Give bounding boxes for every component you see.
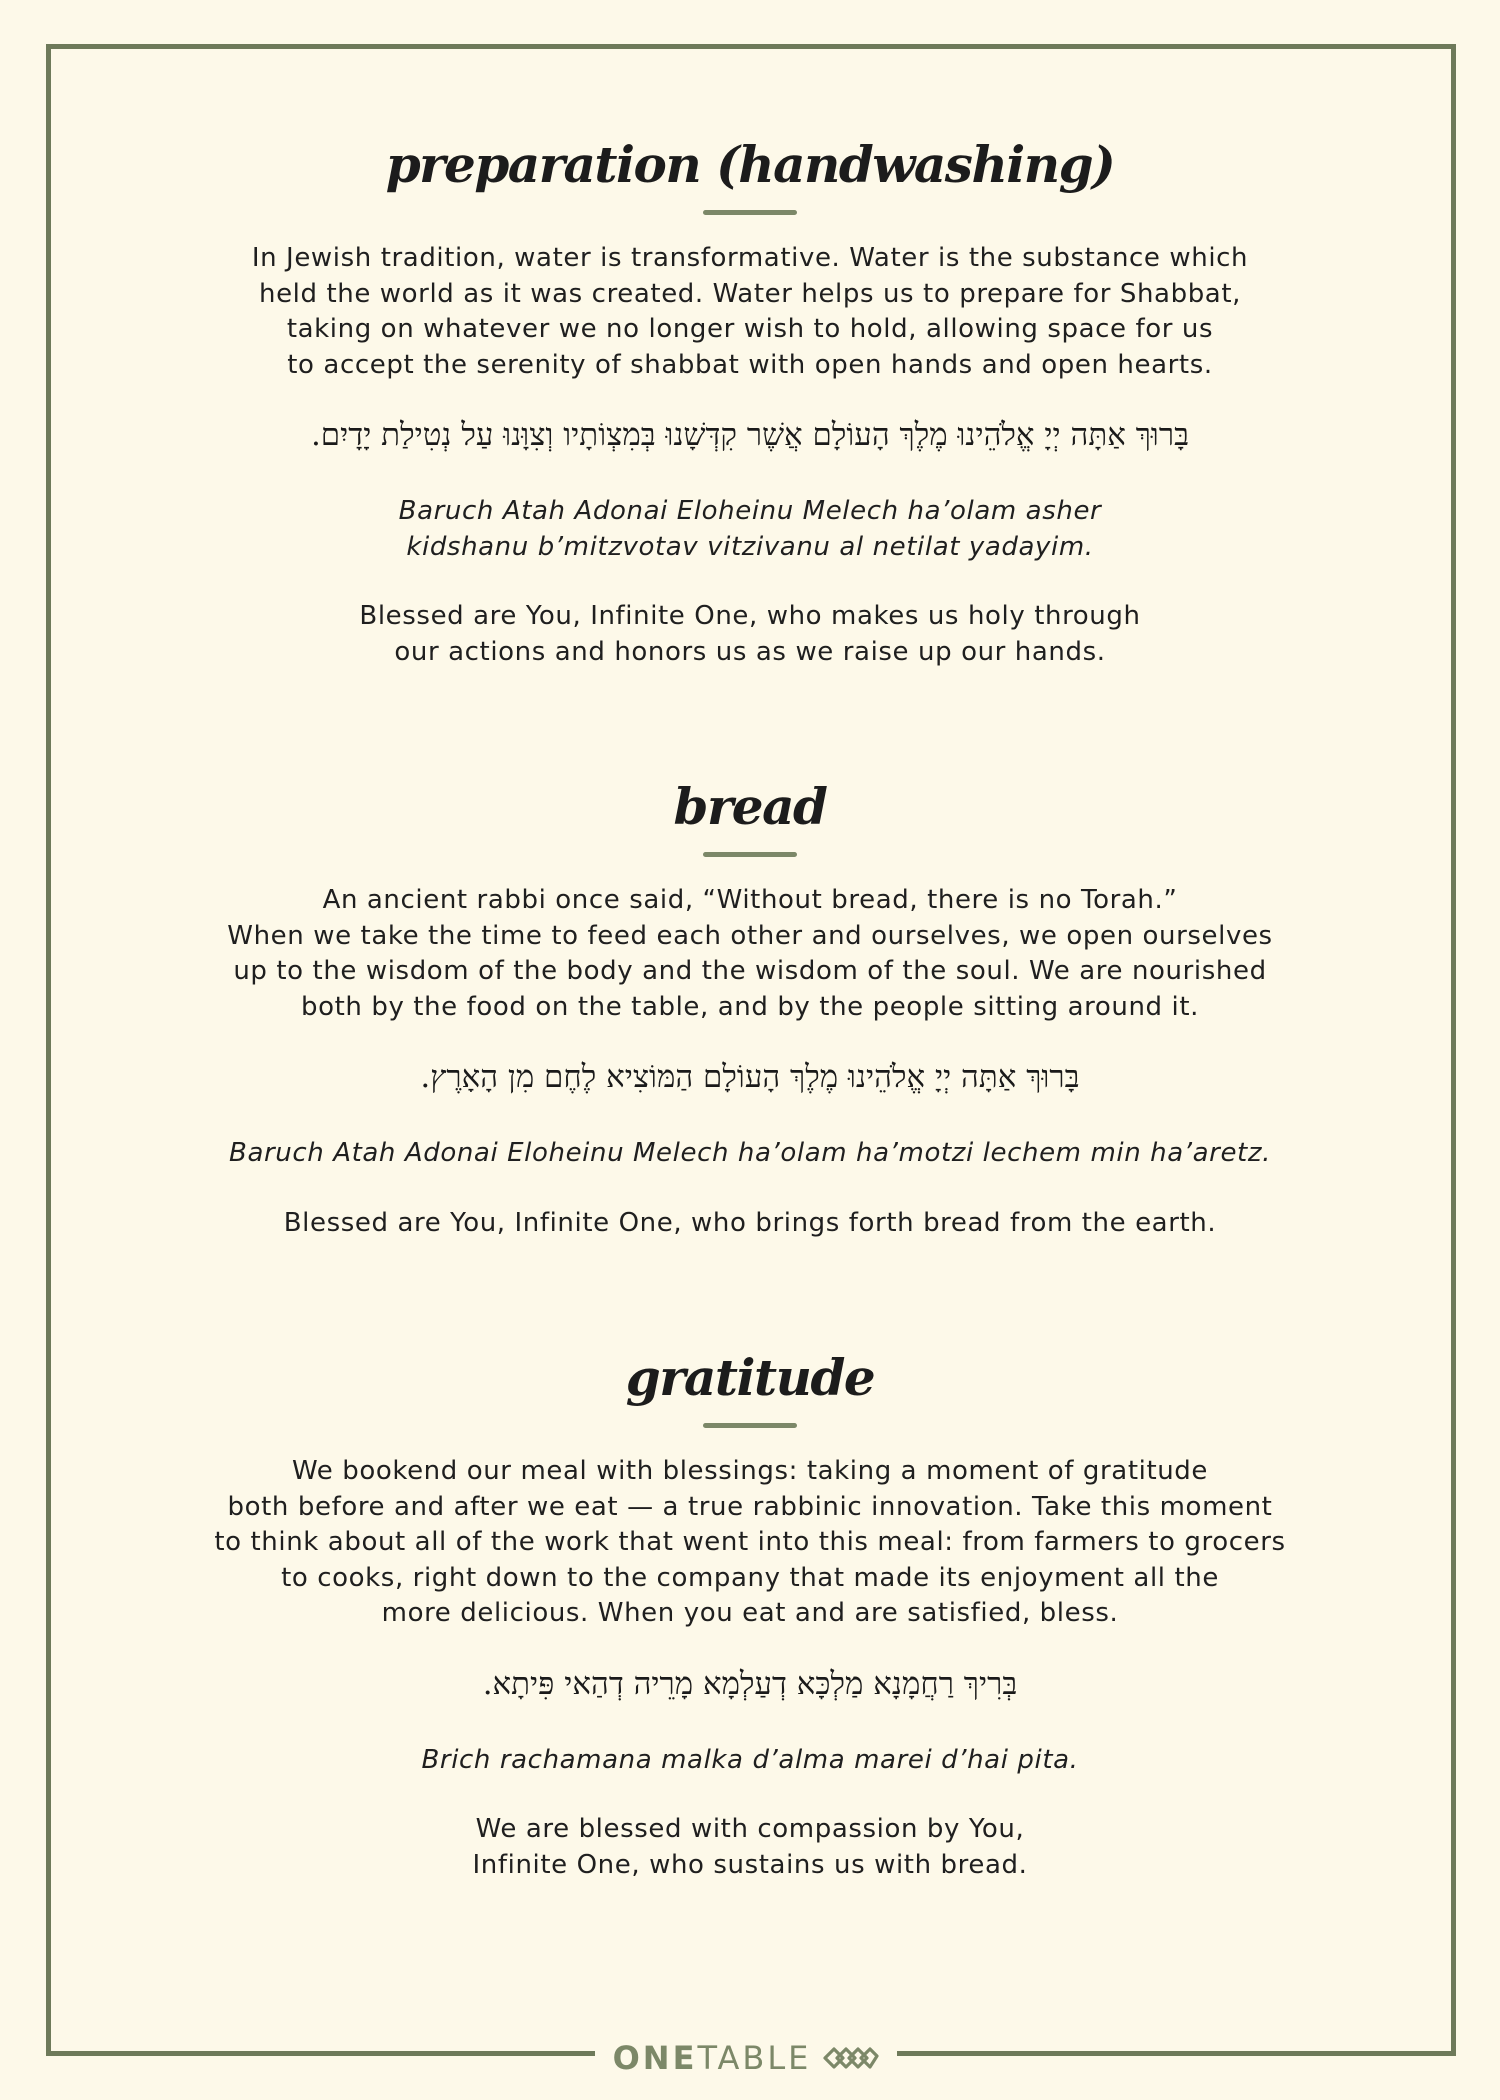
intro-line: When we take the time to feed each other and ourselves, we open ourselves <box>227 920 1273 951</box>
onetable-logo <box>595 2036 897 2080</box>
intro-line: to accept the serenity of shabbat with open hands and open hearts. <box>287 349 1213 380</box>
title-underline <box>703 210 797 215</box>
translation-line: Blessed are You, Infinite One, who brings forth bread from the earth. <box>283 1207 1217 1238</box>
translation <box>90 1206 1410 1242</box>
title-underline <box>703 852 797 857</box>
translation-line: Blessed are You, Infinite One, who makes us holy through <box>359 601 1141 631</box>
section-intro <box>90 1454 1410 1632</box>
intro-line: both by the food on the table, and by the people sitting around it. <box>301 991 1199 1022</box>
transliteration-line: Baruch Atah Adonai Eloheinu Melech ha’olam asher <box>398 496 1102 526</box>
section-bread <box>90 774 1410 1241</box>
section-gratitude <box>90 1345 1410 1883</box>
woven-knot-icon <box>823 2043 879 2073</box>
intro-line: We bookend our meal with blessings: taking a moment of gratitude <box>291 1456 1209 1486</box>
intro-line: more delicious. When you eat and are satisfied, bless. <box>381 1598 1119 1628</box>
intro-line: An ancient rabbi once said, “Without bread, there is no Torah.” <box>322 885 1178 915</box>
transliteration <box>90 1136 1410 1172</box>
translation <box>90 599 1410 670</box>
translation-line: Infinite One, who sustains us with bread. <box>472 1849 1028 1880</box>
intro-line: In Jewish tradition, water is transformative. Water is the substance which <box>251 243 1249 273</box>
translation-line: our actions and honors us as we raise up our hands. <box>394 636 1106 667</box>
intro-line: to cooks, right down to the company that made its enjoyment all the <box>281 1562 1219 1593</box>
hebrew-blessing: בָּרוּךְ אַתָּה יְיָ אֱלֹהֵינוּ מֶלֶךְ הָעוֹלָם הַמּוֹצִיא לֶחֶם מִן הָאָרֶץ. <box>420 1059 1080 1095</box>
intro-line: taking on whatever we no longer wish to hold, allowing space for us <box>286 314 1214 344</box>
transliteration <box>90 494 1410 565</box>
translation-line: We are blessed with compassion by You, <box>475 1814 1025 1844</box>
section-intro <box>90 241 1410 383</box>
brand-name-bold: ONE <box>612 2039 698 2077</box>
transliteration-line: Brich rachamana malka d’alma marei d’hai pita. <box>421 1744 1079 1775</box>
transliteration-line: Baruch Atah Adonai Eloheinu Melech ha’olam ha’motzi lechem min ha’aretz. <box>229 1138 1271 1168</box>
transliteration-line: kidshanu b’mitzvotav vitzivanu al netilat yadayim. <box>406 531 1094 562</box>
translation <box>90 1812 1410 1883</box>
section-title: preparation (handwashing) <box>385 135 1115 194</box>
section-title: gratitude <box>625 1348 875 1407</box>
section-intro <box>90 883 1410 1025</box>
intro-line: up to the wisdom of the body and the wisdom of the soul. We are nourished <box>233 956 1267 986</box>
section-preparation <box>90 132 1410 670</box>
transliteration <box>90 1743 1410 1779</box>
section-title: bread <box>673 777 827 836</box>
brand-name-light: TABLE <box>697 2039 812 2077</box>
title-underline <box>703 1423 797 1428</box>
intro-line: to think about all of the work that went into this meal: from farmers to grocers <box>214 1527 1286 1557</box>
intro-line: held the world as it was created. Water helps us to prepare for Shabbat, <box>258 278 1241 309</box>
hebrew-blessing: בְּרִיךְ רַחֲמָנָא מַלְכָּא דְעַלְמָא מָרֵיה דְהַאי פִּיתָא. <box>482 1665 1018 1702</box>
hebrew-blessing: בָּרוּךְ אַתָּה יְיָ אֱלֹהֵינוּ מֶלֶךְ הָעוֹלָם אֲשֶׁר קִדְּשָׁנוּ בְּמִצְוֹתָיו וְצִוָּנוּ עַל נְטִילַת יָדָיִם. <box>310 417 1190 453</box>
intro-line: both before and after we eat — a true rabbinic innovation. Take this moment <box>227 1491 1273 1522</box>
